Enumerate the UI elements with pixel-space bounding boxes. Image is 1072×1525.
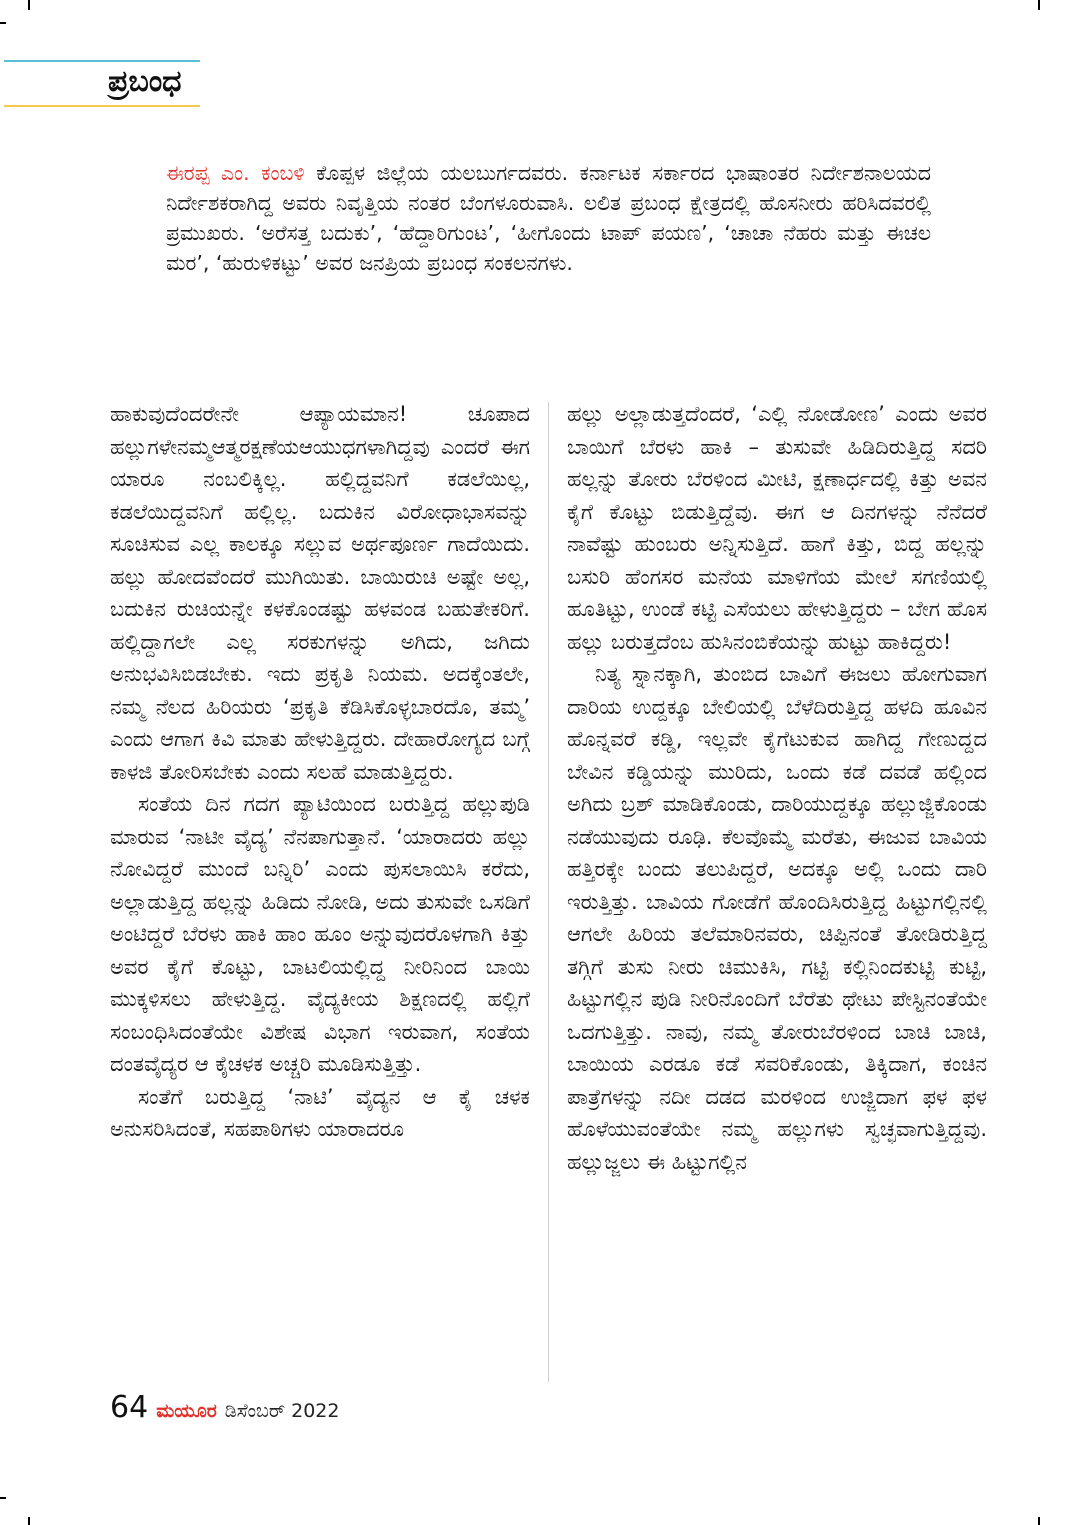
paragraph: ಹಾಕುವುದೆಂದರೇನೇ ಆಪ್ಯಾಯಮಾನ! ಚೂಪಾದ ಹಲ್ಲುಗಳೇನಮ್ಮಆತ್ಮರಕ್ಷಣೆಯಆಯುಧಗಳಾಗಿದ್ದವು ಎಂದರೆ ಈಗ ಯಾರೂ ನಂಬಲಿಕ್ಕಿಲ್ಲ. ಹಲ್ಲಿದ್ದವನಿಗೆ ಕಡಲೆಯಿಲ್ಲ, ಕಡಲೆಯಿದ್ದವನಿಗೆ ಹಲ್ಲಿಲ್ಲ. ಬದುಕಿನ ವಿರೋಧಾಭಾಸವನ್ನು ಸೂಚಿಸುವ ಎಲ್ಲ ಕಾಲಕ್ಕೂ ಸಲ್ಲುವ ಅರ್ಥಪೂರ್ಣ ಗಾದೆಯಿದು. ಹಲ್ಲು ಹೋದವೆಂದರೆ ಮುಗಿಯಿತು. ಬಾಯಿರುಚಿ ಅಷ್ಟೇ ಅಲ್ಲ, ಬದುಕಿನ ರುಚಿಯನ್ನೇ ಕಳಕೊಂಡಷ್ಟು ಹಳವಂಡ ಬಹುತೇಕರಿಗೆ. ಹಲ್ಲಿದ್ದಾಗಲೇ ಎಲ್ಲ ಸರಕುಗಳನ್ನು ಅಗಿದು, ಜಗಿದು ಅನುಭವಿಸಿಬಿಡಬೇಕು. ಇದು ಪ್ರಕೃತಿ ನಿಯಮ. ಅದಕ್ಕೆಂತಲೇ, ನಮ್ಮ ನೆಲದ ಹಿರಿಯರು ‘ಪ್ರಕೃತಿ ಕೆಡಿಸಿಕೊಳ್ಳಬಾರದೊ, ತಮ್ಮ’ ಎಂದು ಆಗಾಗ ಕಿವಿ ಮಾತು ಹೇಳುತ್ತಿದ್ದರು. ದೇಹಾರೋಗ್ಯದ ಬಗ್ಗೆ ಕಾಳಜಿ ತೋರಿಸಬೇಕು ಎಂದು ಸಲಹೆ ಮಾಡುತ್ತಿದ್ದರು. — [110, 402, 530, 784]
paragraph: ಹಲ್ಲು ಅಲ್ಲಾಡುತ್ತದೆಂದರೆ, ‘ಎಲ್ಲಿ ನೋಡೋಣ’ ಎಂದು ಅವರ ಬಾಯಿಗೆ ಬೆರಳು ಹಾಕಿ – ತುಸುವೇ ಹಿಡಿದಿರುತ್ತಿದ್ದ ಸದರಿ ಹಲ್ಲನ್ನು ತೋರು ಬೆರಳಿಂದ ಮೀಟಿ, ಕ್ಷಣಾರ್ಧದಲ್ಲಿ ಕಿತ್ತು ಅವನ ಕೈಗೆ ಕೊಟ್ಟು ಬಿಡುತ್ತಿದ್ದೆವು. ಈಗ ಆ ದಿನಗಳನ್ನು ನೆನೆದರೆ ನಾವೆಷ್ಟು ಹುಂಬರು ಅನ್ನಿಸುತ್ತಿದೆ. ಹಾಗೆ ಕಿತ್ತು, ಬಿದ್ದ ಹಲ್ಲನ್ನು ಬಸುರಿ ಹೆಂಗಸರ ಮನೆಯ ಮಾಳಿಗೆಯ ಮೇಲೆ ಸಗಣಿಯಲ್ಲಿ ಹೂತಿಟ್ಟು, ಉಂಡೆ ಕಟ್ಟಿ ಎಸೆಯಲು ಹೇಳುತ್ತಿದ್ದರು – ಬೇಗ ಹೊಸ ಹಲ್ಲು ಬರುತ್ತದೆಂಬ ಹುಸಿನಂಬಿಕೆಯನ್ನು ಹುಟ್ಟು ಹಾಕಿದ್ದರು! — [567, 402, 987, 654]
crop-mark — [0, 1497, 6, 1499]
author-bio — [166, 158, 931, 278]
paragraph: ಸಂತೆಯ ದಿನ ಗದಗ ಪ್ಯಾಟಿಯಿಂದ ಬರುತ್ತಿದ್ದ ಹಲ್ಲುಪುಡಿ ಮಾರುವ ‘ನಾಟೀ ವೈದ್ಯ’ ನೆನಪಾಗುತ್ತಾನೆ. ‘ಯಾರಾದರು ಹಲ್ಲು ನೋವಿದ್ದರೆ ಮುಂದೆ ಬನ್ನಿರಿ’ ಎಂದು ಪುಸಲಾಯಿಸಿ ಕರೆದು, ಅಲ್ಲಾಡುತ್ತಿದ್ದ ಹಲ್ಲನ್ನು ಹಿಡಿದು ನೋಡಿ, ಅದು ತುಸುವೇ ಒಸಡಿಗೆ ಅಂಟಿದ್ದರೆ ಬೆರಳು ಹಾಕಿ ಹಾಂ ಹೂಂ ಅನ್ನುವುದರೊಳಗಾಗಿ ಕಿತ್ತು ಅವರ ಕೈಗೆ ಕೊಟ್ಟು, ಬಾಟಲಿಯಲ್ಲಿದ್ದ ನೀರಿನಿಂದ ಬಾಯಿ ಮುಕ್ಕಳಿಸಲು ಹೇಳುತ್ತಿದ್ದ. ವೈದ್ಯಕೀಯ ಶಿಕ್ಷಣದಲ್ಲಿ ಹಲ್ಲಿಗೆ ಸಂಬಂಧಿಸಿದಂತೆಯೇ ವಿಶೇಷ ವಿಭಾಗ ಇರುವಾಗ, ಸಂತೆಯ ದಂತವೈದ್ಯರ ಆ ಕೈಚಳಕ ಅಚ್ಚರಿ ಮೂಡಿಸುತ್ತಿತ್ತು. — [110, 792, 530, 1076]
crop-mark — [0, 22, 6, 24]
paragraph: ನಿತ್ಯ ಸ್ನಾನಕ್ಕಾಗಿ, ತುಂಬಿದ ಬಾವಿಗೆ ಈಜಲು ಹೋಗುವಾಗ ದಾರಿಯ ಉದ್ದಕ್ಕೂ ಬೇಲಿಯಲ್ಲಿ ಬೆಳೆದಿರುತ್ತಿದ್ದ ಹಳದಿ ಹೂವಿನ ಹೊನ್ನವರೆ ಕಡ್ಡಿ, ಇಲ್ಲವೇ ಕೈಗೆಟುಕುವ ಹಾಗಿದ್ದ ಗೇಣುದ್ದದ ಬೇವಿನ ಕಡ್ಡಿಯನ್ನು ಮುರಿದು, ಒಂದು ಕಡೆ ದವಡೆ ಹಲ್ಲಿಂದ ಅಗಿದು ಬ್ರಶ್ ಮಾಡಿಕೊಂಡು, ದಾರಿಯುದ್ದಕ್ಕೂ ಹಲ್ಲುಜ್ಜಿಕೊಂಡು ನಡೆಯುವುದು ರೂಢಿ. ಕೆಲವೊಮ್ಮೆ ಮರೆತು, ಈಜುವ ಬಾವಿಯ ಹತ್ತಿರಕ್ಕೇ ಬಂದು ತಲುಪಿದ್ದರೆ, ಅದಕ್ಕೂ ಅಲ್ಲಿ ಒಂದು ದಾರಿ ಇರುತ್ತಿತ್ತು. ಬಾವಿಯ ಗೋಡೆಗೆ ಹೊಂದಿಸಿರುತ್ತಿದ್ದ ಹಿಟ್ಟುಗಲ್ಲಿನಲ್ಲಿ ಆಗಲೇ ಹಿರಿಯ ತಲೆಮಾರಿನವರು, ಚಿಪ್ಪಿನಂತೆ ತೋಡಿರುತ್ತಿದ್ದ ತಗ್ಗಿಗೆ ತುಸು ನೀರು ಚಿಮುಕಿಸಿ, ಗಟ್ಟಿ ಕಲ್ಲಿನಿಂದಕುಟ್ಟಿ ಕುಟ್ಟಿ, ಹಿಟ್ಟುಗಲ್ಲಿನ ಪುಡಿ ನೀರಿನೊಂದಿಗೆ ಬೆರೆತು ಥೇಟು ಪೇಸ್ಟಿನಂತೆಯೇ ಒದಗುತ್ತಿತ್ತು. ನಾವು, ನಮ್ಮ ತೋರುಬೆರಳಿಂದ ಬಾಚಿ ಬಾಚಿ, ಬಾಯಿಯ ಎರಡೂ ಕಡೆ ಸವರಿಕೊಂಡು, ತಿಕ್ಕಿದಾಗ, ಕಂಚಿನ ಪಾತ್ರೆಗಳನ್ನು ನದೀ ದಡದ ಮರಳಿಂದ ಉಜ್ಜಿದಾಗ ಫಳ ಫಳ ಹೊಳೆಯುವಂತೆಯೇ ನಮ್ಮ ಹಲ್ಲುಗಳು ಸ್ವಚ್ಛವಾಗುತ್ತಿದ್ದವು. ಹಲ್ಲುಜ್ಜಲು ಈ ಹಿಟ್ಟುಗಲ್ಲಿನ — [567, 662, 987, 1174]
section-label: ಪ್ರಬಂಧ — [108, 64, 182, 99]
issue-date: ಡಿಸೆಂಬರ್ 2022 — [224, 1400, 340, 1422]
crop-mark — [28, 0, 30, 10]
crop-mark — [28, 1517, 30, 1525]
header-rule-bottom — [4, 105, 200, 107]
page-footer — [110, 1390, 339, 1430]
magazine-logo: ಮಯೂರ — [156, 1400, 217, 1422]
column-divider — [548, 402, 549, 1382]
crop-mark — [1038, 0, 1040, 10]
article-column-left — [110, 398, 530, 1146]
page-number: 64 — [110, 1390, 149, 1425]
crop-mark — [1038, 1517, 1040, 1525]
author-bio-text: ಕೊಪ್ಪಳ ಜಿಲ್ಲೆಯ ಯಲಬುರ್ಗದವರು. ಕರ್ನಾಟಕ ಸರ್ಕಾರದ ಭಾಷಾಂತರ ನಿರ್ದೇಶನಾಲಯದ ನಿರ್ದೇಶಕರಾಗಿದ್ದ ಅವರು ನಿವೃತ್ತಿಯ ನಂತರ ಬೆಂಗಳೂರುವಾಸಿ. ಲಲಿತ ಪ್ರಬಂಧ ಕ್ಷೇತ್ರದಲ್ಲಿ ಹೊಸನೀರು ಹರಿಸಿದವರಲ್ಲಿ ಪ್ರಮುಖರು. ‘ಅರೆಸತ್ತ ಬದುಕು’, ‘ಹೆದ್ದಾರಿಗುಂಟ’, ‘ಹೀಗೊಂದು ಟಾಪ್ ಪಯಣ’, ‘ಚಾಚಾ ನೆಹರು ಮತ್ತು ಈಚಲ ಮರ’, ‘ಹುರುಳಿಕಟ್ಟು’ ಅವರ ಜನಪ್ರಿಯ ಪ್ರಬಂಧ ಸಂಕಲನಗಳು. — [166, 161, 931, 275]
author-name: ಈರಪ್ಪ ಎಂ. ಕಂಬಳಿ — [166, 161, 305, 185]
article-column-right — [567, 398, 987, 1178]
header-rule-top — [4, 60, 200, 62]
paragraph: ಸಂತೆಗೆ ಬರುತ್ತಿದ್ದ ‘ನಾಟಿ’ ವೈದ್ಯನ ಆ ಕೈ ಚಳಕ ಅನುಸರಿಸಿದಂತೆ, ಸಹಪಾಠಿಗಳು ಯಾರಾದರೂ — [110, 1084, 530, 1141]
